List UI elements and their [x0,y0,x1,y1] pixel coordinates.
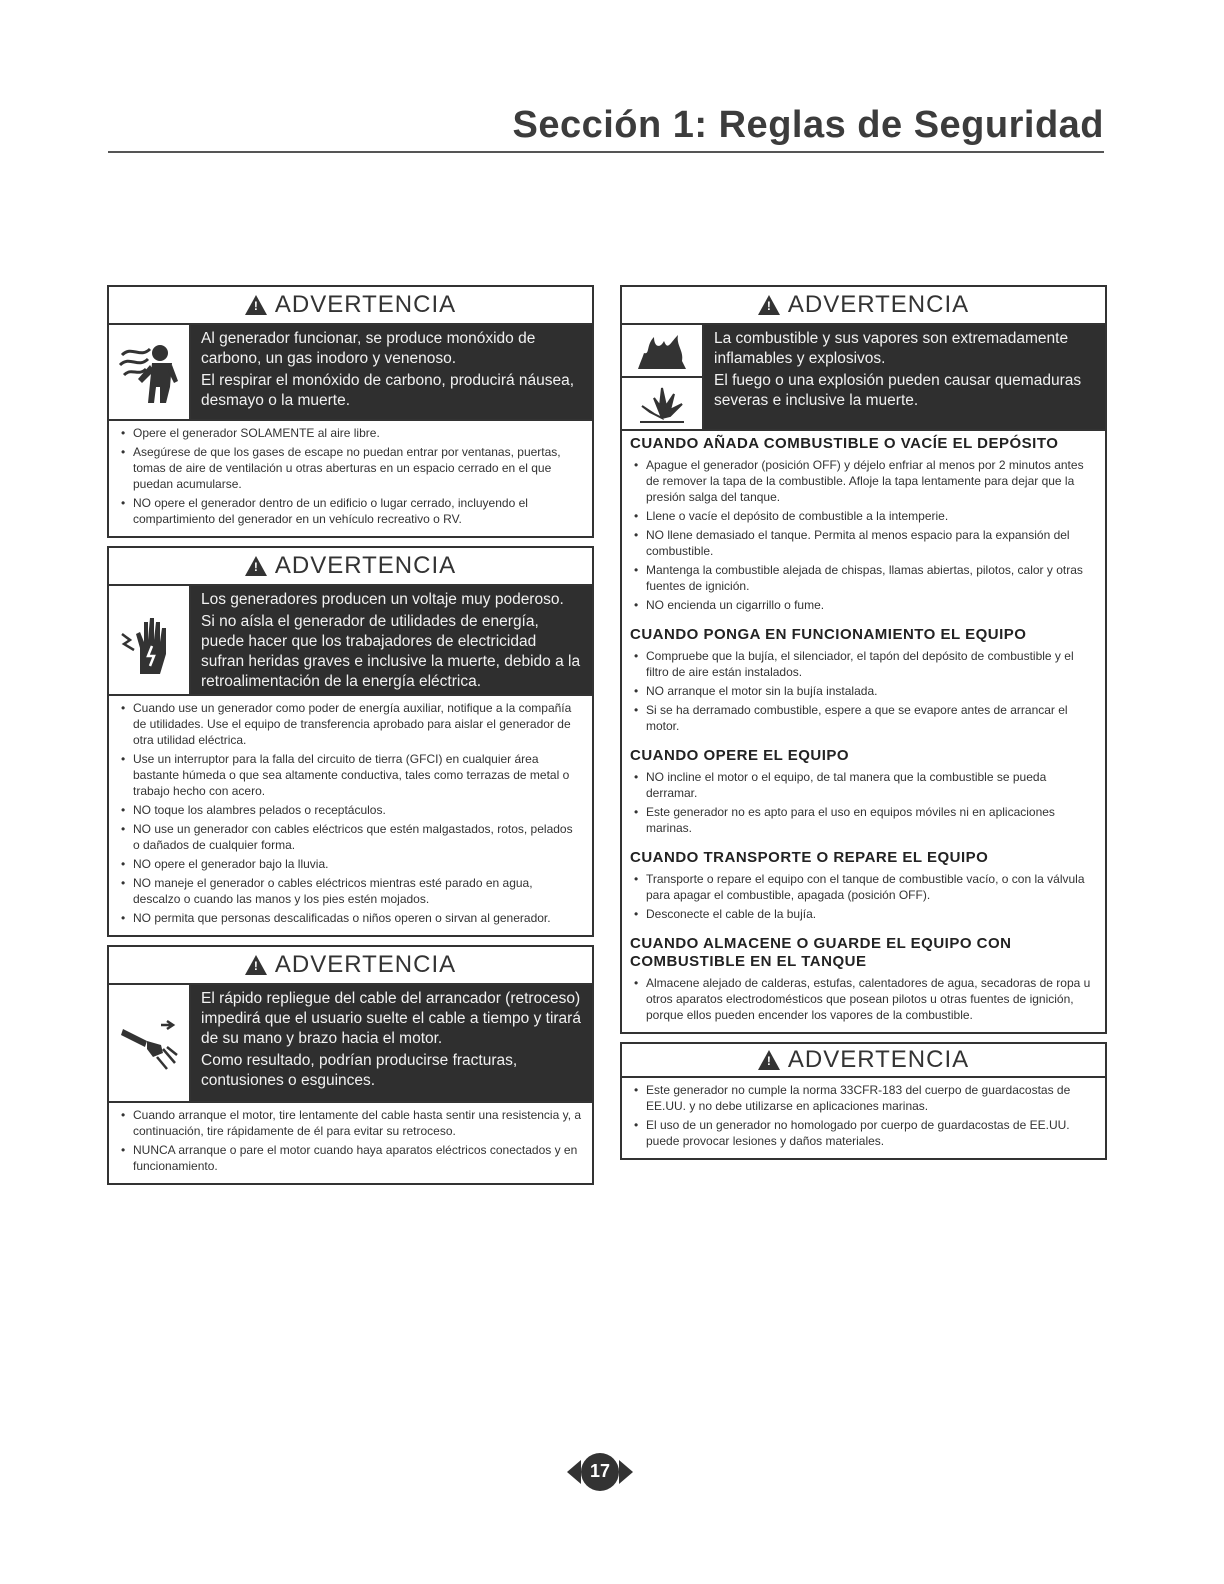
warning-box-recoil [107,945,594,1185]
list-item: • Este generador no es apto para el uso en equipos móviles ni en aplicaciones marinas. [632,804,1095,836]
section-title: CUANDO ALMACENE O GUARDE EL EQUIPO CON COMBUSTIBLE EN EL TANQUE [630,935,1012,970]
list-item: • NO opere el generador dentro de un edificio o lugar cerrado, incluyendo el compartimiento del generador en un vehículo recreativo o RV. [119,495,582,527]
bullet-list [622,1078,1105,1158]
warning-box-carbon-monoxide [107,285,594,538]
hazard-row [109,985,592,1103]
list-item: • NO opere el generador bajo la lluvia. [119,856,582,872]
hazard-line: Al generador funcionar, se produce monóxido de carbono, un gas inodoro y venenoso. [201,330,536,367]
list-item: • Llene o vacíe el depósito de combustible a la intemperie. [632,508,1095,524]
bullet-list [622,644,1105,743]
electric-shock-hand-icon [109,586,189,694]
bullet-list [622,971,1105,1032]
bullet-list [622,765,1105,845]
bullet-list [622,453,1105,622]
bullet-list [109,1103,592,1183]
hazard-row [622,325,1105,431]
warning-heading: ADVERTENCIA [787,291,970,318]
title-rule [108,151,1104,153]
list-item: • Si se ha derramado combustible, espere a que se evapore antes de arrancar el motor. [632,702,1095,734]
hazard-icon-panel [622,325,704,429]
hazard-line: Los generadores producen un voltaje muy poderoso. [201,591,564,608]
warning-heading: ADVERTENCIA [274,291,457,318]
hazard-text [704,325,1105,429]
gas-person-icon [109,325,189,419]
section-title: CUANDO PONGA EN FUNCIONAMIENTO EL EQUIPO [630,626,1027,643]
hazard-line: El fuego o una explosión pueden causar quemaduras severas e inclusive la muerte. [714,372,1082,409]
warning-header [622,1044,1105,1078]
hazard-line: El rápido repliegue del cable del arrancador (retroceso) impedirá que el usuario suelte el cable a tiempo y tirará de su mano y brazo hacia el motor. [201,990,581,1047]
hazard-text [191,985,592,1101]
explosion-icon [622,376,702,429]
warning-triangle-icon [245,955,267,975]
warning-header [622,287,1105,325]
list-item: • Cuando arranque el motor, tire lentamente del cable hasta sentir una resistencia y, a continuación, tire rápidamente de él para evitar su retroceso. [119,1107,582,1139]
hazard-icon-panel [109,586,191,694]
fire-icon [622,325,702,376]
list-item: • Use un interruptor para la falla del circuito de tierra (GFCI) en cualquier área bastante húmeda o que sea altamente conductiva, tales como terrazas de metal o trabajo hecho con acero. [119,751,582,799]
hazard-row [109,586,592,696]
hazard-text [191,586,592,694]
section-title: CUANDO TRANSPORTE O REPARE EL EQUIPO [630,849,989,866]
hazard-icon-panel [109,325,191,419]
hazard-line: Como resultado, podrían producirse fracturas, contusiones o esguinces. [201,1052,518,1089]
list-item: • Almacene alejado de calderas, estufas, calentadores de agua, secadoras de ropa u otros aparatos electrodomésticos que posean pilotos u otras fuentes de ignición, porque ellos pueden encender los vapores de la combustible. [632,975,1095,1023]
list-item: • NO toque los alambres pelados o receptáculos. [119,802,582,818]
right-column [620,285,1107,1168]
hazard-line: Si no aísla el generador de utilidades de energía, puede hacer que los trabajadores de electricidad sufran heridas graves e inclusive la muerte, debido a la retroalimentación de la energía eléctrica. [201,613,581,690]
list-item: • Apague el generador (posición OFF) y déjelo enfriar al menos por 2 minutos antes de remover la tapa de la combustible. Afloje la tapa lentamente para dejar que la presión salga del tanque. [632,457,1095,505]
list-item: • NO encienda un cigarrillo o fume. [632,597,1095,613]
hazard-icon-panel [109,985,191,1101]
page-number-badge [565,1452,635,1492]
warning-triangle-icon [758,295,780,315]
list-item: • NUNCA arranque o pare el motor cuando haya aparatos eléctricos conectados y en funcionamiento. [119,1142,582,1174]
page-number: 17 [589,1461,611,1481]
bullet-list [622,867,1105,931]
hazard-row [109,325,592,421]
list-item: • Cuando use un generador como poder de energía auxiliar, notifique a la compañía de utilidades. Use el equipo de transferencia aprobado para aislar el generador de otra utilidad eléctrica. [119,700,582,748]
list-item: • NO arranque el motor sin la bujía instalada. [632,683,1095,699]
warning-triangle-icon [245,295,267,315]
list-item: • Desconecte el cable de la bujía. [632,906,1095,922]
list-item: • NO incline el motor o el equipo, de tal manera que la combustible se pueda derramar. [632,769,1095,801]
warning-heading: ADVERTENCIA [787,1046,970,1073]
warning-heading: ADVERTENCIA [274,552,457,579]
list-item: • NO permita que personas descalificadas o niños operen o sirvan al generador. [119,910,582,926]
warning-header [109,548,592,586]
bullet-list [109,421,592,536]
hazard-text [191,325,592,419]
list-item: • El uso de un generador no homologado por cuerpo de guardacostas de EE.UU. puede provocar lesiones y daños materiales. [632,1117,1095,1149]
page-title: Sección 1: Reglas de Seguridad [512,104,1104,146]
list-item: • Mantenga la combustible alejada de chispas, llamas abiertas, pilotos, calor y otras fuentes de ignición. [632,562,1095,594]
bullet-list [109,696,592,935]
warning-box-marine [620,1042,1107,1160]
list-item: • NO llene demasiado el tanque. Permita al menos espacio para la expansión del combustible. [632,527,1095,559]
warning-heading: ADVERTENCIA [274,951,457,978]
warning-triangle-icon [758,1050,780,1070]
left-column [107,285,594,1193]
warning-triangle-icon [245,556,267,576]
list-item: • Asegúrese de que los gases de escape no puedan entrar por ventanas, puertas, tomas de aire de ventilación u otras aberturas en un espacio cerrado en el que puedan acumularse. [119,444,582,492]
warning-box-electric [107,546,594,937]
list-item: • NO maneje el generador o cables eléctricos mientras esté parado en agua, descalzo o cuando las manos y los pies estén mojados. [119,875,582,907]
recoil-arm-icon [109,985,189,1101]
list-item: • Este generador no cumple la norma 33CFR-183 del cuerpo de guardacostas de EE.UU. y no debe utilizarse en aplicaciones marinas. [632,1082,1095,1114]
list-item: • Compruebe que la bujía, el silenciador, el tapón del depósito de combustible y el filtro de aire están instalados. [632,648,1095,680]
warning-box-fuel [620,285,1107,1034]
list-item: • Opere el generador SOLAMENTE al aire libre. [119,425,582,441]
hazard-line: La combustible y sus vapores son extremadamente inflamables y explosivos. [714,330,1069,367]
section-title: CUANDO OPERE EL EQUIPO [630,747,850,764]
warning-header [109,947,592,985]
section-title: CUANDO AÑADA COMBUSTIBLE O VACÍE EL DEPÓSITO [630,435,1059,452]
list-item: • Transporte o repare el equipo con el tanque de combustible vacío, o con la válvula para apagar el combustible, apagada (posición OFF). [632,871,1095,903]
warning-header [109,287,592,325]
hazard-line: El respirar el monóxido de carbono, producirá náusea, desmayo o la muerte. [201,372,575,409]
list-item: • NO use un generador con cables eléctricos que estén malgastados, rotos, pelados o dañados de cualquier forma. [119,821,582,853]
